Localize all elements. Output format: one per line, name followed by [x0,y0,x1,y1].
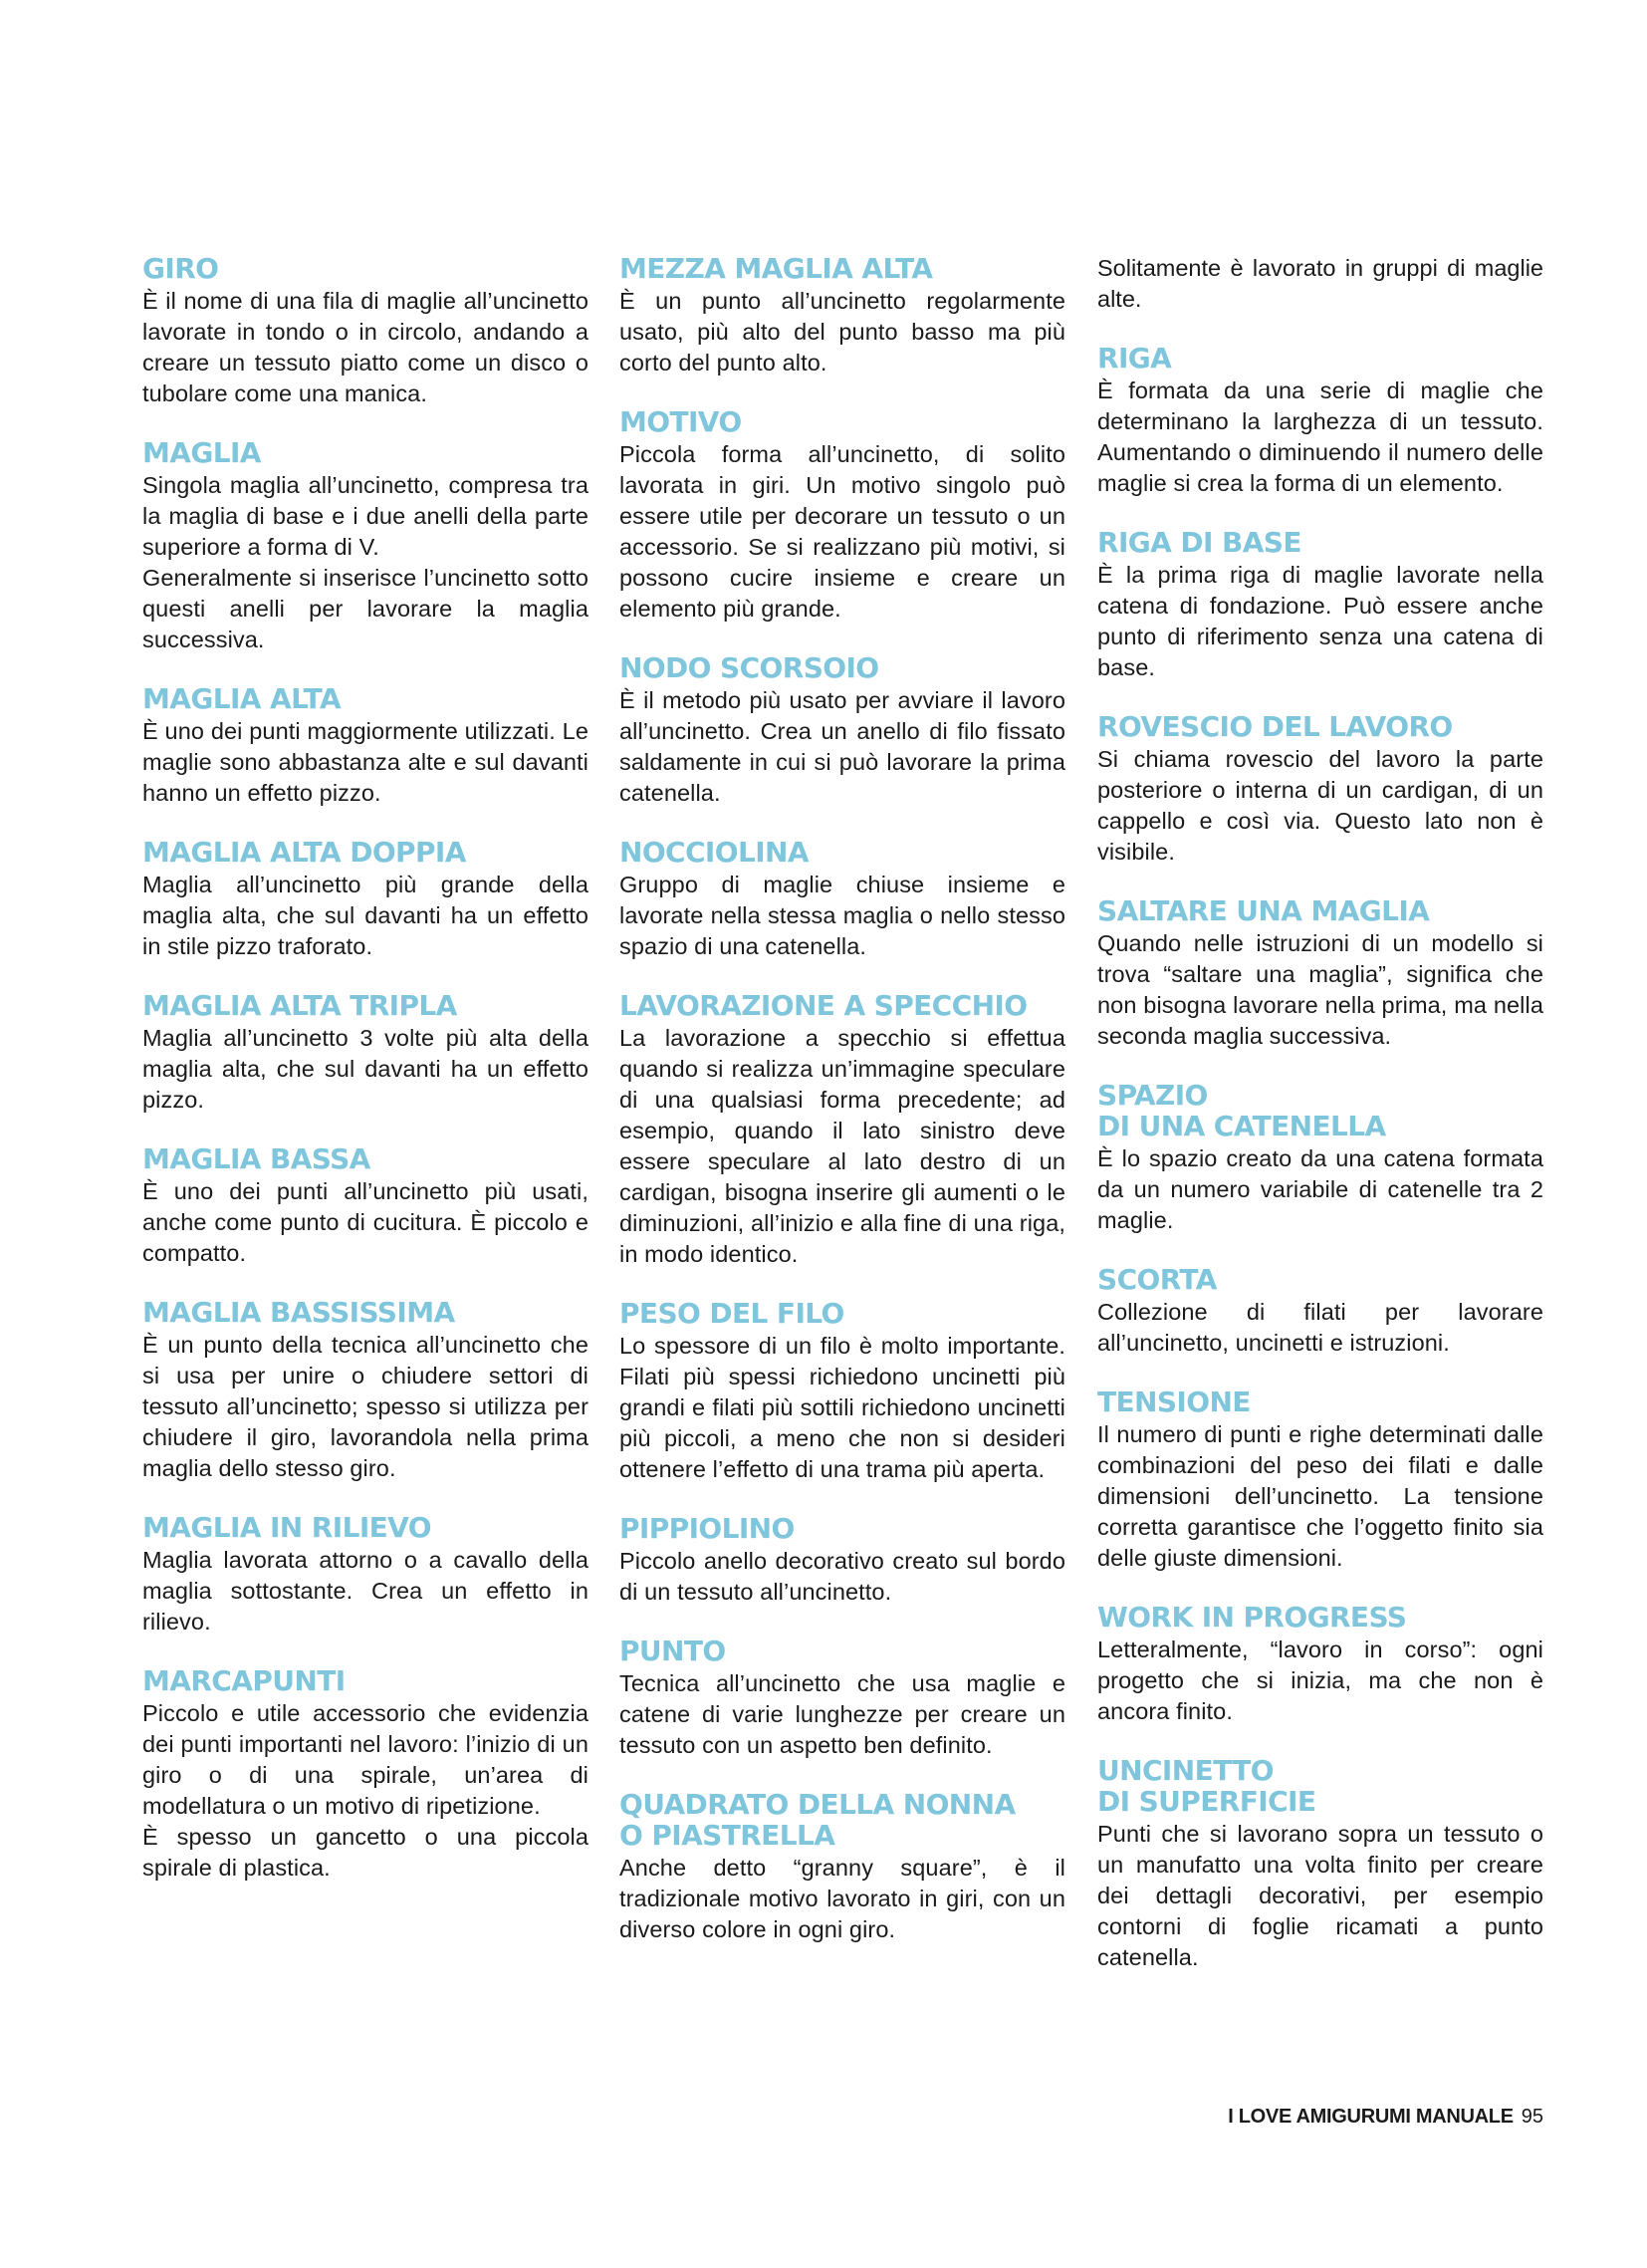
entry-title: MOTIVO [619,405,742,438]
entry-definition: È un punto all’uncinetto regolarmente usato, più alto del punto basso ma più corto del punto alto. [619,288,1065,376]
entry-title: SCORTA [1097,1263,1217,1296]
entry-definition: Maglia lavorata attorno o a cavallo della maglia sottostante. Crea un effetto in rilievo. [142,1547,588,1635]
entry-title: UNCINETTO DI SUPERFICIE [1097,1754,1316,1818]
entry-title: MAGLIA [142,436,261,469]
glossary-entry [142,683,588,809]
glossary-entry [619,406,1065,625]
glossary-entry [1097,1755,1543,1973]
entry-title: GIRO [142,252,219,285]
entry-title: PUNTO [619,1635,726,1667]
entry-definition: Piccolo anello decorativo creato sul bordo di un tessuto all’uncinetto. [619,1548,1065,1605]
entry-definition: Il numero di punti e righe determinati dalle combinazioni del peso dei filati e dalle dimensioni dell’uncinetto. La tensione corretta garantisce che l’oggetto finito sia delle giuste dimensioni. [1097,1421,1543,1571]
entry-definition: Piccola forma all’uncinetto, di solito lavorata in giri. Un motivo singolo può essere utile per decorare un tessuto o un accessorio. Se si realizzano più motivi, si possono cucire insieme e creare un elemento più grande. [619,441,1065,622]
glossary-entry [142,253,588,409]
entry-title: RIGA [1097,342,1172,375]
glossary-entry [619,1513,1065,1608]
entry-title: MAGLIA ALTA TRIPLA [142,989,457,1022]
entry-title: MAGLIA BASSISSIMA [142,1296,455,1329]
entry-definition: È il metodo più usato per avviare il lavoro all’uncinetto. Crea un anello di filo fissato saldamente in cui si può lavorare la prima catenella. [619,687,1065,806]
glossary-entry [619,1636,1065,1761]
glossary-entry [1097,711,1543,868]
glossary-entry [1097,1080,1543,1236]
glossary-entry [619,990,1065,1270]
entry-title: SPAZIO DI UNA CATENELLA [1097,1079,1386,1142]
entry-definition: Si chiama rovescio del lavoro la parte posteriore o interna di un cardigan, di un cappello e così via. Questo lato non è visibile. [1097,746,1543,865]
entry-definition: Maglia all’uncinetto 3 volte più alta della maglia alta, che sul davanti ha un effetto pizzo. [142,1025,588,1113]
entry-definition: È formata da una serie di maglie che determinano la larghezza di un tessuto. Aumentando o diminuendo il numero delle maglie si crea la forma di un elemento. [1097,378,1543,496]
entry-definition: È uno dei punti all’uncinetto più usati, anche come punto di cucitura. È piccolo e compatto. [142,1178,588,1266]
glossary-entry [1097,1264,1543,1359]
glossary-entry [619,1298,1065,1485]
entry-title: WORK IN PROGRESS [1097,1601,1407,1634]
entry-definition: Letteralmente, “lavoro in corso”: ogni progetto che si inizia, ma che non è ancora finito. [1097,1637,1543,1724]
entry-definition: Quando nelle istruzioni di un modello si trova “saltare una maglia”, significa che non bisogna lavorare nella prima, ma nella seconda maglia successiva. [1097,930,1543,1049]
entry-definition: È un punto della tecnica all’uncinetto che si usa per unire o chiudere settori di tessuto all’uncinetto; spesso si utilizza per chiudere il giro, lavorandola nella prima maglia dello stesso giro. [142,1332,588,1481]
entry-title: MARCAPUNTI [142,1664,346,1697]
entry-title: PESO DEL FILO [619,1297,844,1330]
entry-definition: È il nome di una fila di maglie all’uncinetto lavorate in tondo o in circolo, andando a creare un tessuto piatto come un disco o tubolare come una manica. [142,288,588,406]
entry-definition: La lavorazione a specchio si effettua quando si realizza un’immagine speculare di una qualsiasi forma precedente; ad esempio, quando il lato sinistro deve essere speculare al lato destro di un cardigan, bisogna inserire gli aumenti o le diminuzioni, all’inizio e alla fine di una riga, in modo identico. [619,1025,1065,1267]
glossary-entry [1097,1386,1543,1574]
glossary-column-1 [142,253,588,1911]
entry-title: RIGA DI BASE [1097,526,1301,559]
glossary-entry [142,837,588,962]
magazine-title: I LOVE AMIGURUMI MANUALE [1228,2106,1514,2128]
glossary-entry [619,652,1065,809]
glossary-entry [1097,895,1543,1052]
entry-definition: Gruppo di maglie chiuse insieme e lavorate nella stessa maglia o nello stesso spazio di una catenella. [619,872,1065,959]
page-number: 95 [1521,2106,1543,2128]
glossary-entry [142,1297,588,1484]
entry-title: NOCCIOLINA [619,836,809,869]
glossary-entry [142,1512,588,1638]
entry-title: MEZZA MAGLIA ALTA [619,252,933,285]
entry-definition: È uno dei punti maggiormente utilizzati. Le maglie sono abbastanza alte e sul davanti hanno un effetto pizzo. [142,718,588,806]
glossary-column-2 [619,253,1065,1973]
glossary-entry [1097,343,1543,499]
glossary-entry [619,1789,1065,1945]
entry-title: MAGLIA ALTA DOPPIA [142,836,466,869]
entry-title: ROVESCIO DEL LAVORO [1097,710,1453,743]
continued-text: Solitamente è lavorato in gruppi di maglie alte. [1097,255,1543,312]
glossary-entry [142,437,588,655]
entry-title: MAGLIA ALTA [142,682,342,715]
entry-definition: Anche detto “granny square”, è il tradizionale motivo lavorato in giri, con un diverso colore in ogni giro. [619,1855,1065,1942]
entry-definition: Singola maglia all’uncinetto, compresa tra la maglia di base e i due anelli della parte superiore a forma di V. Generalmente si inserisce l’uncinetto sotto questi anelli per lavorare la maglia successiva. [142,472,588,652]
entry-definition: Punti che si lavorano sopra un tessuto o un manufatto una volta finito per creare dei dettagli decorativi, per esempio contorni di foglie ricamati a punto catenella. [1097,1821,1543,1970]
entry-definition: Collezione di filati per lavorare all’uncinetto, uncinetti e istruzioni. [1097,1299,1543,1356]
entry-definition: Tecnica all’uncinetto che usa maglie e catene di varie lunghezze per creare un tessuto con un aspetto ben definito. [619,1670,1065,1758]
entry-definition: Piccolo e utile accessorio che evidenzia dei punti importanti nel lavoro: l’inizio di un giro o di una spirale, un’area di modellatura o un motivo di ripetizione. È spesso un gancetto o una piccola spirale di plastica. [142,1700,588,1881]
entry-title: TENSIONE [1097,1386,1251,1418]
entry-definition: Lo spessore di un filo è molto importante. Filati più spessi richiedono uncinetti più grandi e filati più sottili richiedono uncinetti più piccoli, a meno che non si desideri ottenere l’effetto di una trama più aperta. [619,1333,1065,1482]
glossary-entry [1097,1602,1543,1727]
glossary-column-3 [1097,253,1543,2001]
entry-title: SALTARE UNA MAGLIA [1097,894,1430,927]
glossary-entry [142,1665,588,1884]
entry-title: PIPPIOLINO [619,1512,795,1545]
page-footer [1228,2106,1543,2129]
entry-title: MAGLIA IN RILIEVO [142,1511,431,1544]
glossary-entry [142,1143,588,1269]
entry-definition: È la prima riga di maglie lavorate nella catena di fondazione. Può essere anche punto di riferimento senza una catena di base. [1097,562,1543,680]
entry-title: NODO SCORSOIO [619,651,879,684]
entry-title: QUADRATO DELLA NONNA O PIASTRELLA [619,1788,1016,1852]
entry-definition: Maglia all’uncinetto più grande della maglia alta, che sul davanti ha un effetto in stile pizzo traforato. [142,872,588,959]
entry-definition: È lo spazio creato da una catena formata da un numero variabile di catenelle tra 2 maglie. [1097,1145,1543,1233]
glossary-entry [619,837,1065,962]
glossary-entry [619,253,1065,378]
entry-title: LAVORAZIONE A SPECCHIO [619,989,1028,1022]
glossary-entry [142,990,588,1116]
entry-title: MAGLIA BASSA [142,1142,370,1175]
glossary-entry [1097,527,1543,683]
